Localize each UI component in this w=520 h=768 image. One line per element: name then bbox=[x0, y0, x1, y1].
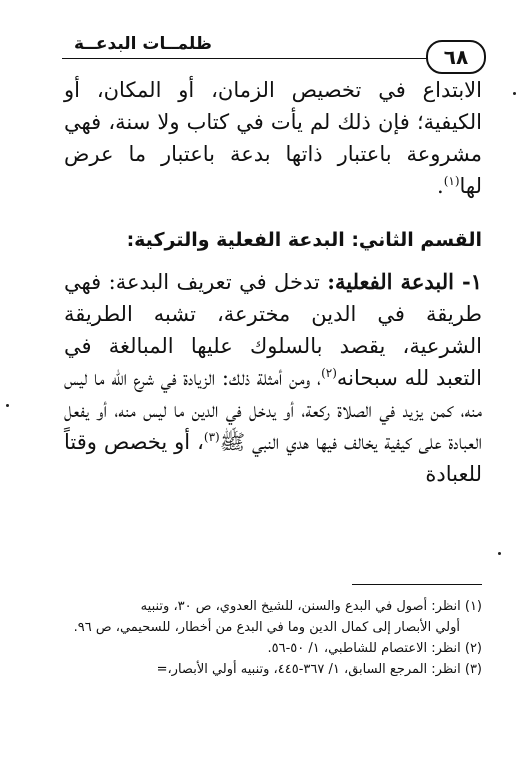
header-rule bbox=[62, 58, 480, 59]
running-head: ظلمــات البدعــة bbox=[74, 34, 212, 54]
footnote: (٣) انظر: المرجع السابق، ١/ ٣٦٧-٤٤٥، وتنبيه أولي الأبصار،= bbox=[156, 662, 482, 677]
paragraph-text: الابتداع في تخصيص الزمان، أو المكان، أو الكيفية؛ فإن ذلك لم يأت في كتاب ولا سنة، فهي مشروعة باعتبار ذاتها بدعة باعتبار ما عرض لها bbox=[64, 78, 482, 198]
footnotes bbox=[64, 596, 482, 680]
footnote-ref: (٣) bbox=[203, 430, 220, 444]
footnote-divider bbox=[352, 584, 482, 585]
item-heading: ١- البدعة الفعلية: bbox=[327, 269, 482, 294]
page-body bbox=[64, 74, 482, 490]
page-number: ٦٨ bbox=[426, 40, 486, 74]
footnote-continuation: أولي الأبصار إلى كمال الدين وما في البدع من أخطار، للسحيمي، ص ٩٦. bbox=[73, 620, 460, 635]
footnote-ref: (٢) bbox=[321, 366, 337, 380]
margin-mark bbox=[513, 92, 516, 95]
margin-mark bbox=[6, 404, 9, 407]
paragraph-text: تدخل في تعريف البدعة: فهي طريقة في الدين مخترعة، تشبه الطريقة الشرعية، يقصد بالسلوك عليها المبالغة في التعبد لله سبحانه bbox=[64, 270, 482, 390]
margin-mark bbox=[498, 552, 501, 555]
footnote-ref: (١) bbox=[443, 174, 460, 188]
paragraph bbox=[64, 266, 482, 490]
paragraph-end: . bbox=[437, 174, 444, 198]
page-header bbox=[62, 30, 480, 69]
paragraph-text: ، ومن أمثلة ذلك: الزيادة في شرع الله ما ليس منه، كمن يزيد في الصلاة ركعة، أو يدخل في الدين ما ليس منه، أو يفعل العبادة على كيفية يخالف فيها هدي النبي ﷺ bbox=[64, 366, 482, 454]
footnote: (١) انظر: أصول في البدع والسنن، للشيخ العدوي، ص ٣٠، وتنبيه bbox=[140, 599, 482, 614]
footnote: (٢) انظر: الاعتصام للشاطبي، ١/ ٥٠-٥٦. bbox=[267, 641, 482, 656]
paragraph-text: ، أو يخصص وقتاً للعبادة bbox=[64, 430, 482, 486]
section-title: القسم الثاني: البدعة الفعلية والتركية: bbox=[126, 229, 482, 251]
paragraph bbox=[64, 74, 482, 202]
